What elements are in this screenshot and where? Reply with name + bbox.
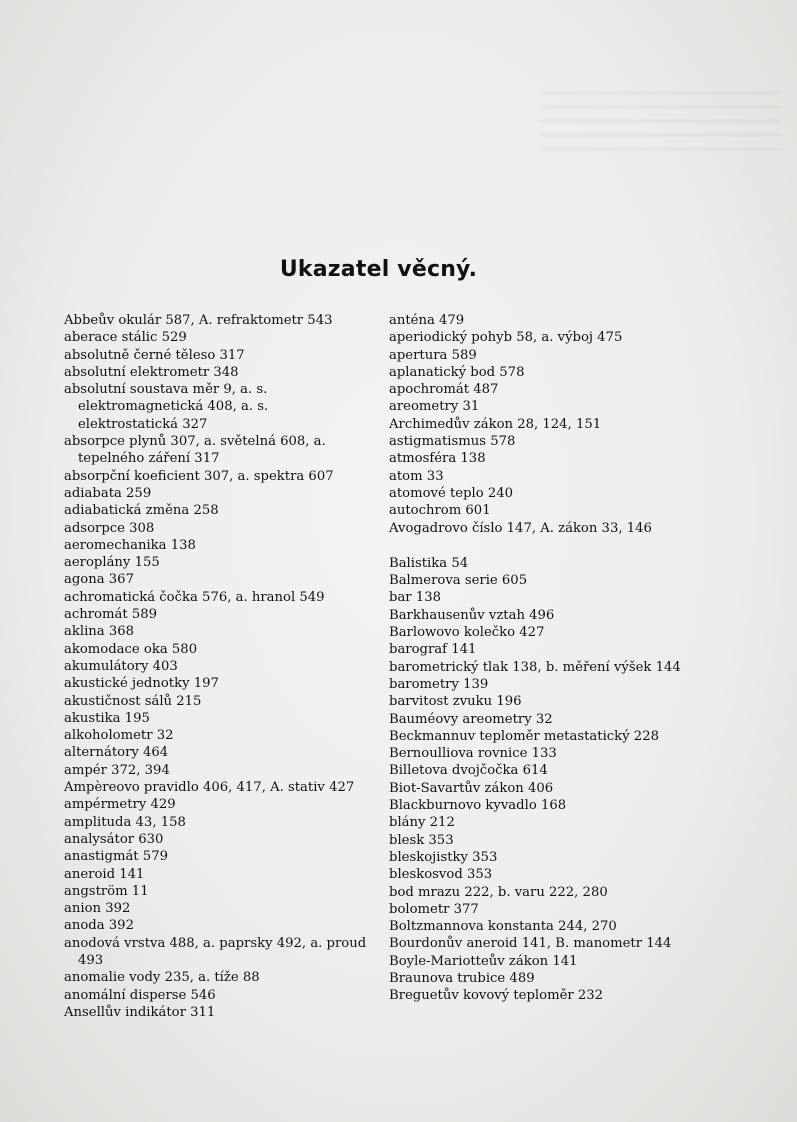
index-group-b <box>389 555 695 1005</box>
index-entry: anodová vrstva 488, a. paprsky 492, a. proud 493 <box>64 935 367 968</box>
show-through-text <box>540 90 780 150</box>
index-entry: anténa 479 <box>389 313 465 328</box>
index-entry: blesk 353 <box>389 832 454 848</box>
index-entry: aberace stálic 529 <box>64 330 187 346</box>
index-entry: anomální disperse 546 <box>64 987 216 1003</box>
index-entry: Bauméovy areometry 32 <box>389 711 553 727</box>
index-column-right <box>389 312 695 1005</box>
index-entry: absolutní soustava měr 9, a. s. elektromagnetická 408, a. s. elektrostatická 327 <box>64 382 269 432</box>
index-entry: ampér 372, 394 <box>64 762 170 778</box>
index-entry: Boyle-Mariotteův zákon 141 <box>389 953 578 969</box>
index-entry: Billetova dvojčočka 614 <box>389 763 548 779</box>
index-entry: atom 33 <box>389 468 444 484</box>
index-entry: akomodace oka 580 <box>64 641 198 657</box>
index-entry: Blackburnovo kyvadlo 168 <box>389 798 567 814</box>
index-entry: apertura 589 <box>389 347 477 363</box>
index-entry: alkoholometr 32 <box>64 728 174 744</box>
index-entry: aneroid 141 <box>64 866 145 882</box>
index-entry: Beckmannuv teploměr metastatický 228 <box>389 728 659 744</box>
index-entry: atomové teplo 240 <box>389 485 514 501</box>
index-entry: areometry 31 <box>389 399 480 415</box>
index-entry: aplanatický bod 578 <box>389 364 525 380</box>
page-title: Ukazatel věcný. <box>279 257 478 282</box>
index-entry: anion 392 <box>64 901 131 917</box>
index-entry: Archimedův zákon 28, 124, 151 <box>389 416 602 432</box>
index-entry: aeroplány 155 <box>64 555 160 571</box>
index-entry: Avogadrovo číslo 147, A. zákon 33, 146 <box>389 520 652 536</box>
index-entry: bleskojistky 353 <box>389 849 498 865</box>
index-entry: Barkhausenův vztah 496 <box>389 607 555 623</box>
index-entry: agona 367 <box>64 572 134 588</box>
letter-group-gap <box>389 537 695 555</box>
index-entry: autochrom 601 <box>389 503 491 519</box>
index-entry: achromatická čočka 576, a. hranol 549 <box>64 589 325 605</box>
index-entry: Bernoulliova rovnice 133 <box>389 746 557 762</box>
index-entry: apochromát 487 <box>389 382 499 398</box>
index-entry: atmosféra 138 <box>389 451 486 467</box>
index-entry: Breguetův kovový teploměr 232 <box>389 988 604 1004</box>
index-entry: absorpce plynů 307, a. světelná 608, a. tepelného záření 317 <box>64 434 326 467</box>
index-entry: aperiodický pohyb 58, a. výboj 475 <box>389 330 623 346</box>
index-entry: Barlowovo kolečko 427 <box>389 625 545 641</box>
index-entry: barvitost zvuku 196 <box>389 694 522 710</box>
index-entry: barometry 139 <box>389 676 489 692</box>
index-entry: angström 11 <box>64 883 149 899</box>
index-entry: Abbeův okulár 587, A. refraktometr 543 <box>64 313 333 328</box>
index-entry: aklina 368 <box>64 624 135 640</box>
index-entry: Balistika 54 <box>389 555 469 571</box>
index-entry: absorpční koeficient 307, a. spektra 607 <box>64 468 334 484</box>
index-entry: akustičnost sálů 215 <box>64 693 202 709</box>
index-entry: akustika 195 <box>64 710 150 726</box>
index-entry: bar 138 <box>389 590 441 606</box>
index-entry: Boltzmannova konstanta 244, 270 <box>389 919 617 935</box>
index-entry: anoda 392 <box>64 918 134 934</box>
index-entry: adsorpce 308 <box>64 520 155 536</box>
index-entry: absolutní elektrometr 348 <box>64 364 239 380</box>
index-entry: alternátory 464 <box>64 745 169 761</box>
index-entry: analysátor 630 <box>64 831 164 847</box>
index-entry: akustické jednotky 197 <box>64 676 219 692</box>
index-entry: adiabatická změna 258 <box>64 503 219 519</box>
index-entry: adiabata 259 <box>64 485 152 501</box>
index-group-a <box>389 312 695 537</box>
index-entry: amplituda 43, 158 <box>64 814 186 830</box>
index-entry: barograf 141 <box>389 642 477 658</box>
index-entry: Braunova trubice 489 <box>389 970 535 986</box>
index-entry: Biot-Savartův zákon 406 <box>389 780 554 796</box>
index-entry: anastigmát 579 <box>64 849 168 865</box>
index-entry: blány 212 <box>389 815 455 831</box>
index-column-left <box>64 312 370 1021</box>
index-entry: anomalie vody 235, a. tíže 88 <box>64 970 260 986</box>
index-entry: bod mrazu 222, b. varu 222, 280 <box>389 884 608 900</box>
index-entry: ampérmetry 429 <box>64 797 176 813</box>
index-entry: bleskosvod 353 <box>389 867 493 883</box>
index-entry: absolutně černé těleso 317 <box>64 347 245 363</box>
index-entry: barometrický tlak 138, b. měření výšek 144 <box>389 659 681 675</box>
index-entry: akumulátory 403 <box>64 658 178 674</box>
index-entry: Ampèreovo pravidlo 406, 417, A. stativ 427 <box>64 780 355 796</box>
index-entry: Ansellův indikátor 311 <box>64 1004 216 1020</box>
index-entry: Balmerova serie 605 <box>389 573 528 589</box>
index-entry: bolometr 377 <box>389 901 479 917</box>
index-entry: achromát 589 <box>64 607 158 623</box>
index-entry: Bourdonův aneroid 141, B. manometr 144 <box>389 936 672 952</box>
index-entry: aeromechanika 138 <box>64 537 196 553</box>
index-entry: astigmatismus 578 <box>389 434 516 450</box>
